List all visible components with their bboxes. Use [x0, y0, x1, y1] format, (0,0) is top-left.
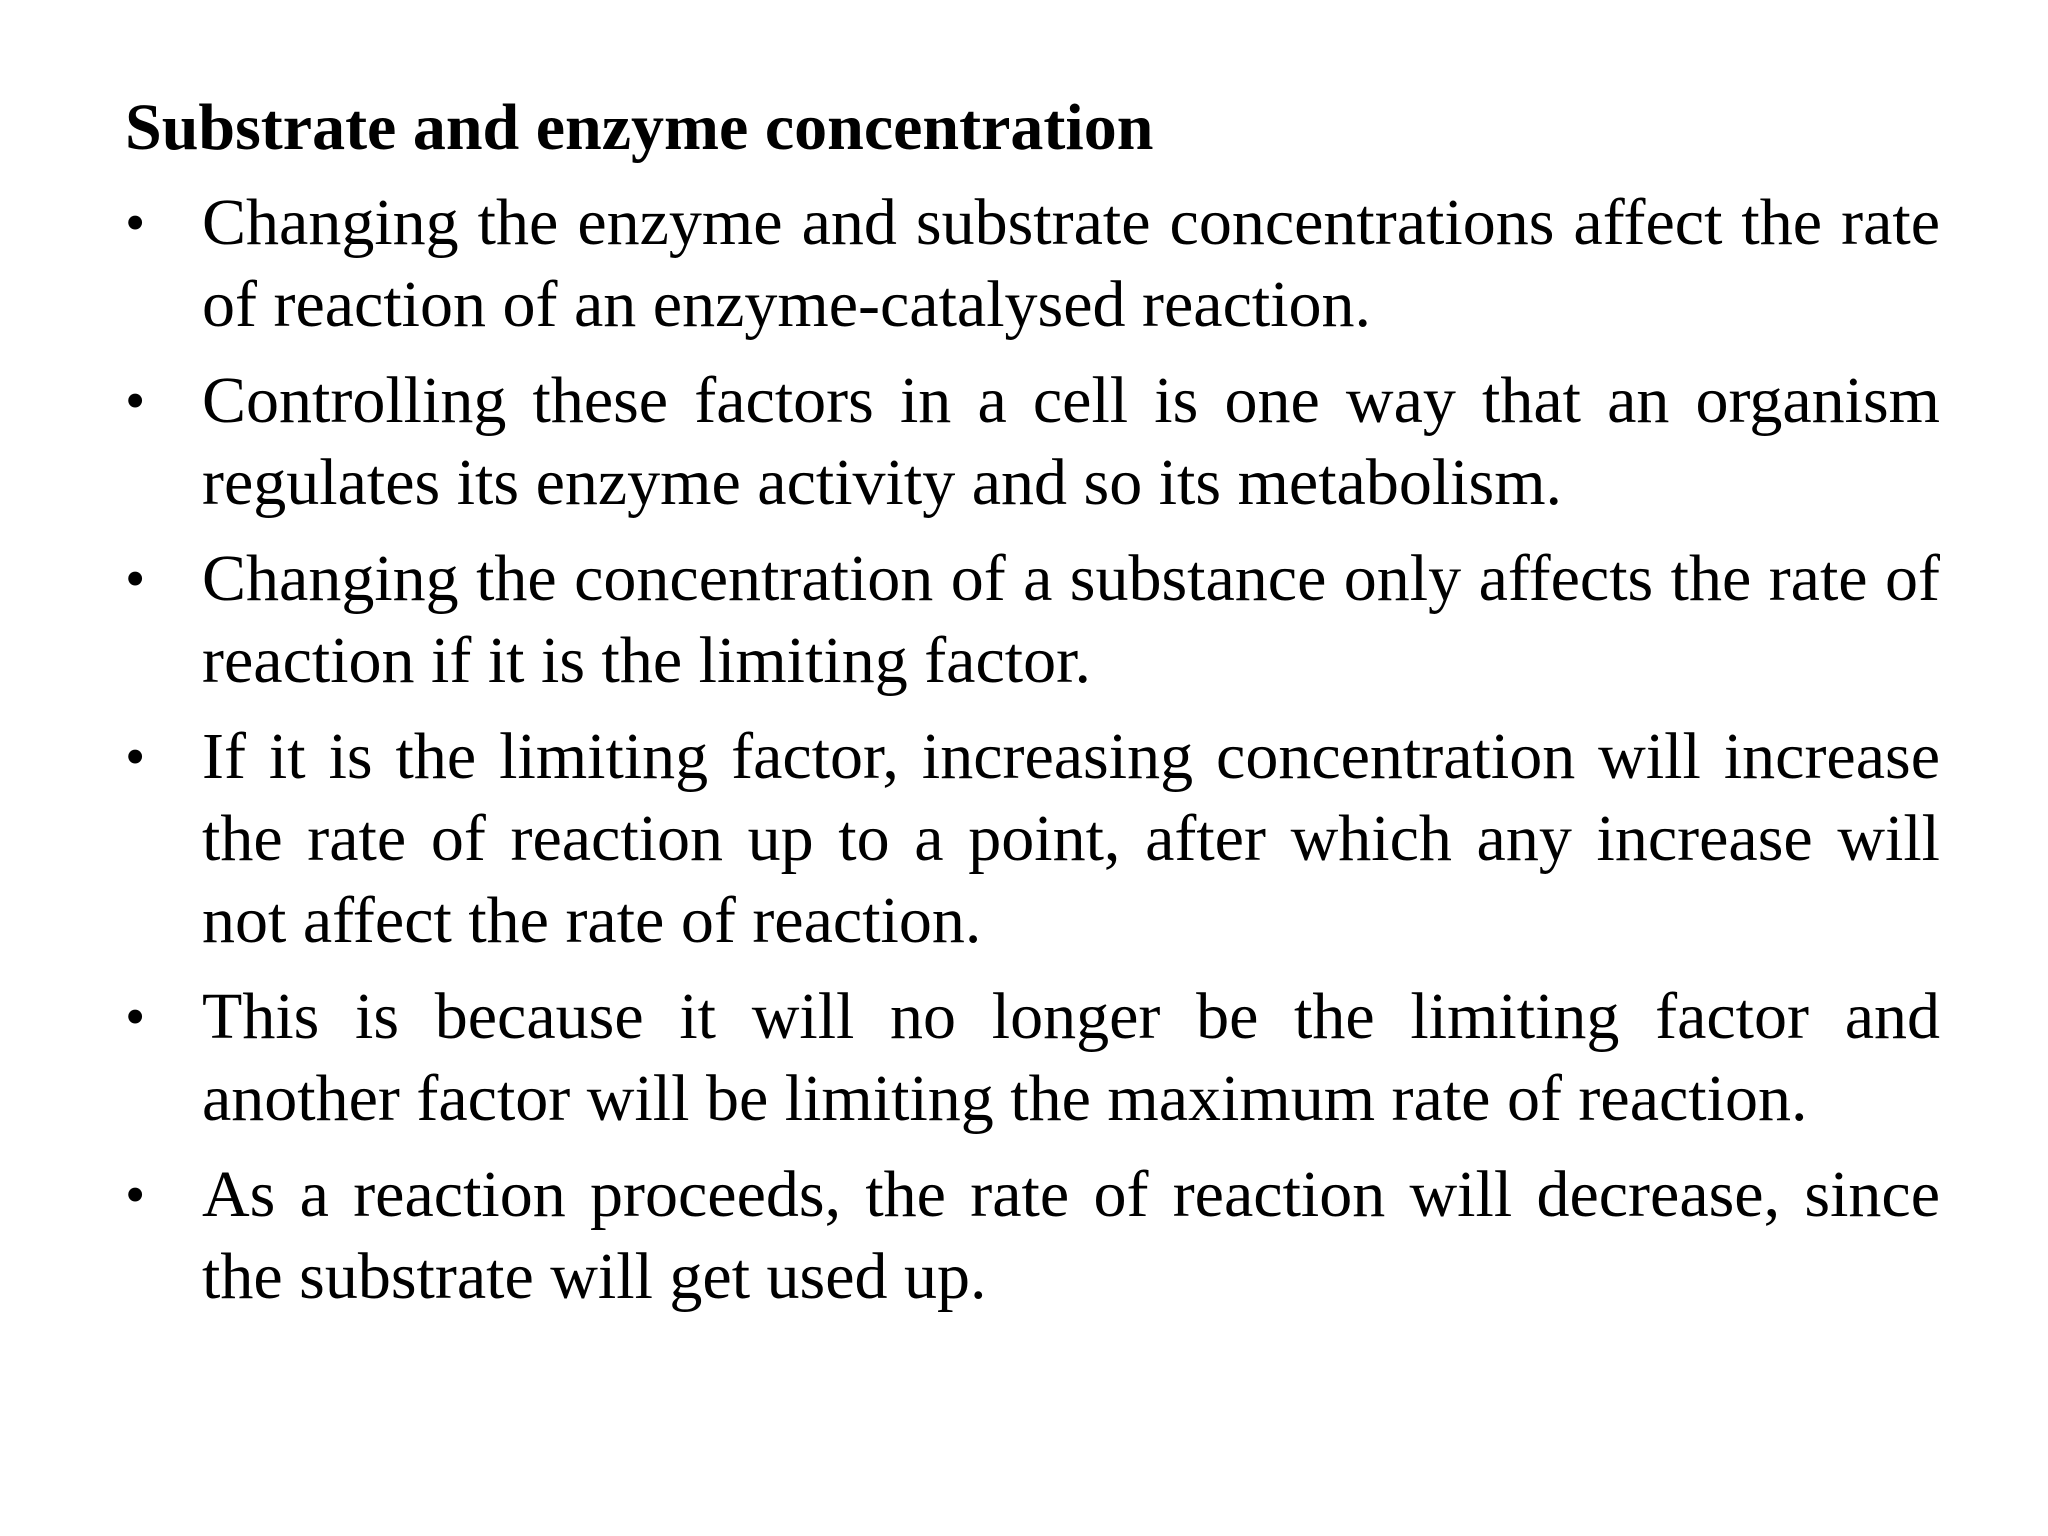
bullet-dot-icon: • [125, 1162, 146, 1227]
bullet-dot-icon: • [125, 368, 146, 433]
bullet-dot-icon: • [125, 984, 146, 1049]
bullet-text: This is because it will no longer be the limiting factor and another factor will be limiting the maximum rate of reaction. [202, 980, 1940, 1135]
bullet-item [125, 538, 1940, 702]
slide-title: Substrate and enzyme concentration [125, 91, 1154, 164]
bullet-item [125, 182, 1940, 346]
bullet-dot-icon: • [125, 546, 146, 611]
bullet-item [125, 976, 1940, 1140]
bullet-dot-icon: • [125, 724, 146, 789]
bullet-list [125, 182, 1940, 1332]
bullet-text: Changing the concentration of a substance only affects the rate of reaction if it is the limiting factor. [202, 542, 1940, 697]
bullet-text: If it is the limiting factor, increasing concentration will increase the rate of reaction up to a point, after which any increase will not affect the rate of reaction. [202, 720, 1940, 957]
bullet-item [125, 716, 1940, 962]
bullet-item [125, 360, 1940, 524]
bullet-text: Changing the enzyme and substrate concentrations affect the rate of reaction of an enzyme-catalysed reaction. [202, 186, 1940, 341]
bullet-item [125, 1154, 1940, 1318]
bullet-text: Controlling these factors in a cell is one way that an organism regulates its enzyme activity and so its metabolism. [202, 364, 1940, 519]
bullet-text: As a reaction proceeds, the rate of reaction will decrease, since the substrate will get used up. [202, 1158, 1940, 1313]
bullet-dot-icon: • [125, 190, 146, 255]
